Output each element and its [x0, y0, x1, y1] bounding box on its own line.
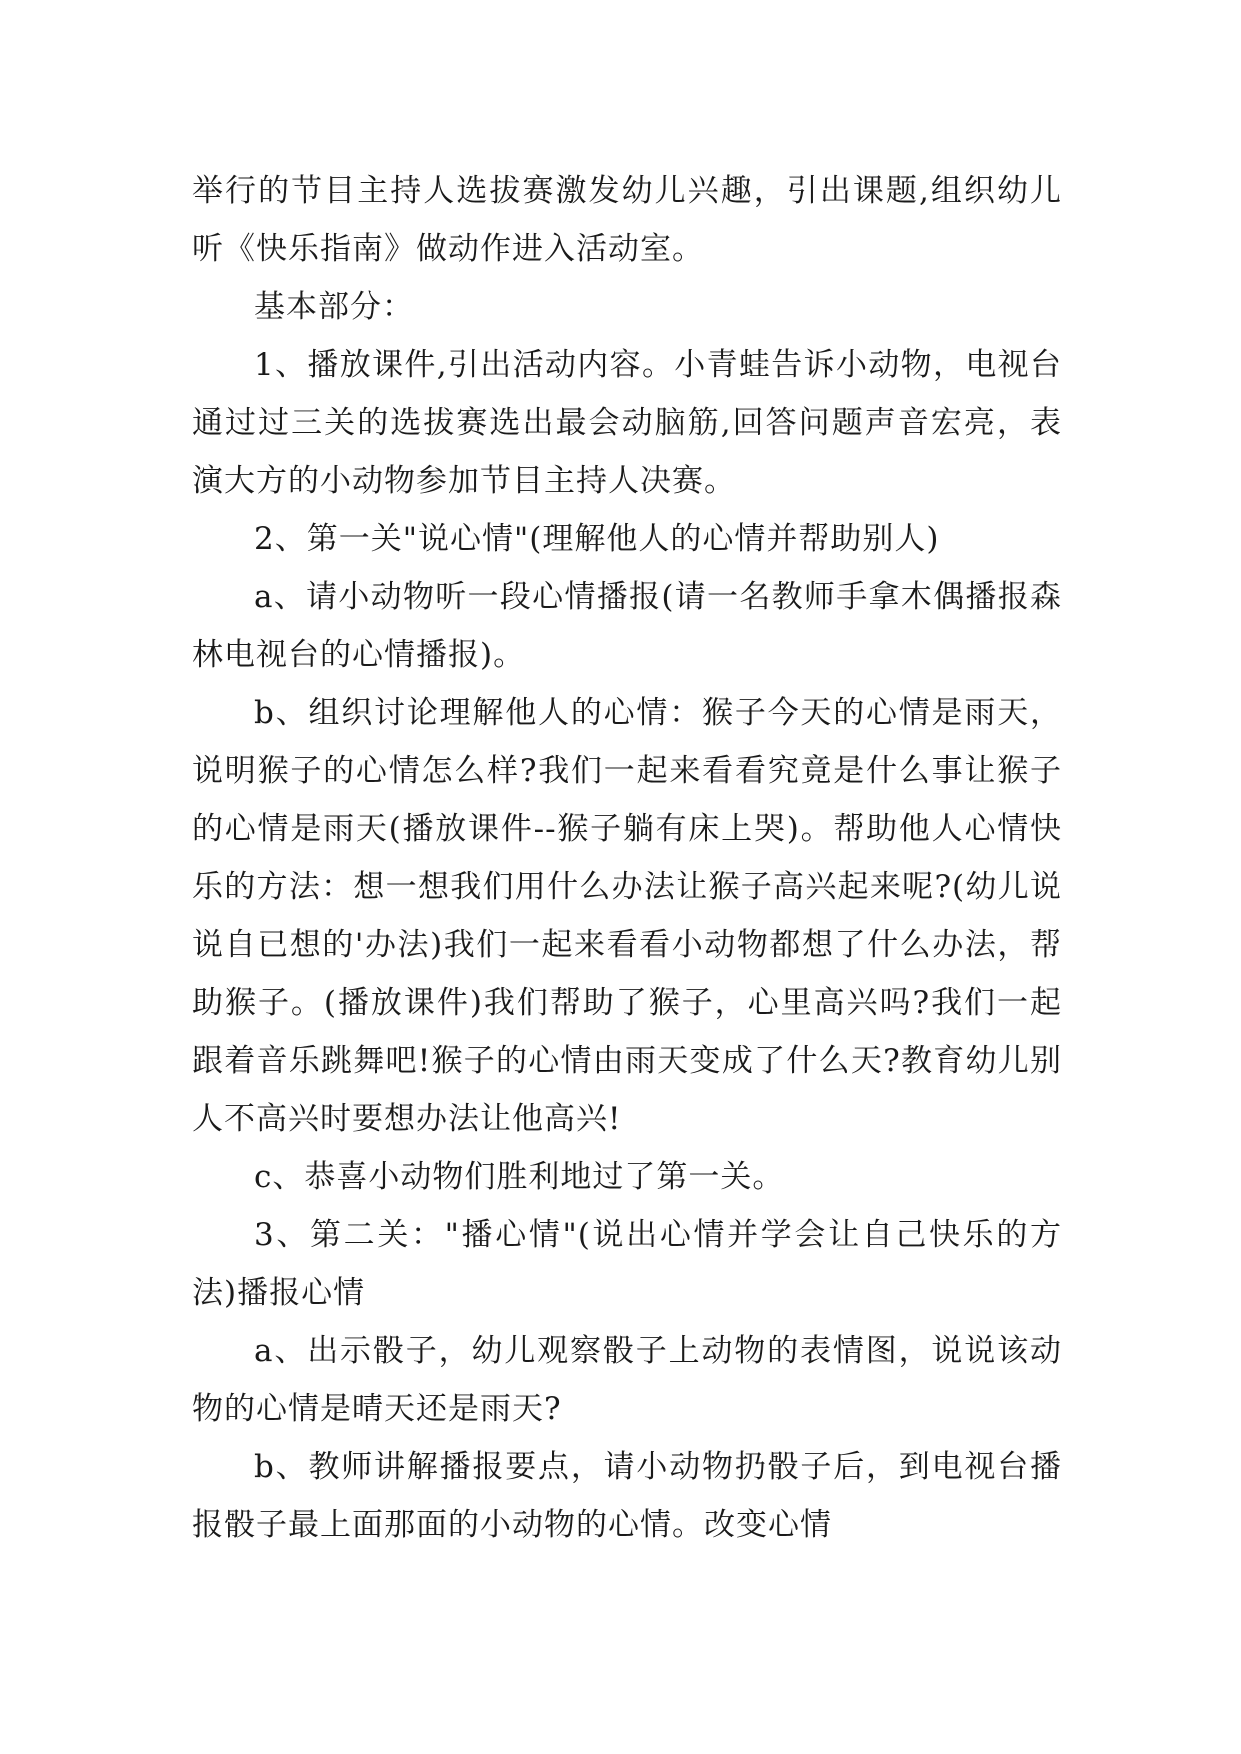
paragraph-step-3b: b、教师讲解播报要点，请小动物扔骰子后，到电视台播报骰子最上面那面的小动物的心情。改变心情: [192, 1449, 1062, 1543]
paragraph-step-2a: a、请小动物听一段心情播报(请一名教师手拿木偶播报森林电视台的心情播报)。: [192, 579, 1062, 673]
paragraph-step-2c: c、恭喜小动物们胜利地过了第一关。: [254, 1159, 785, 1195]
paragraph-section-heading: 基本部分：: [254, 289, 414, 325]
paragraph-step-1: 1、播放课件,引出活动内容。小青蛙告诉小动物，电视台通过过三关的选拔赛选出最会动脑筋,回答问题声音宏亮，表演大方的小动物参加节目主持人决赛。: [192, 347, 1062, 499]
paragraph-step-3a: a、出示骰子，幼儿观察骰子上动物的表情图，说说该动物的心情是晴天还是雨天?: [192, 1333, 1062, 1427]
paragraph-step-3: 3、第二关："播心情"(说出心情并学会让自己快乐的方法)播报心情: [192, 1217, 1062, 1311]
paragraph-step-2: 2、第一关"说心情"(理解他人的心情并帮助别人): [254, 521, 940, 557]
paragraph-intro-continued: 举行的节目主持人选拔赛激发幼儿兴趣，引出课题,组织幼儿听《快乐指南》做动作进入活动室。: [192, 173, 1062, 267]
paragraph-step-2b: b、组织讨论理解他人的心情：猴子今天的心情是雨天，说明猴子的心情怎么样?我们一起来看看究竟是什么事让猴子的心情是雨天(播放课件--猴子躺有床上哭)。帮助他人心情快乐的方法：想一想我们用什么办法让猴子高兴起来呢?(幼儿说说自已想的'办法)我们一起来看看小动物都想了什么办法，帮助猴子。(播放课件)我们帮助了猴子，心里高兴吗?我们一起跟着音乐跳舞吧!猴子的心情由雨天变成了什么天?教育幼儿别人不高兴时要想办法让他高兴!: [192, 695, 1062, 1137]
document-body: [192, 162, 1062, 1554]
